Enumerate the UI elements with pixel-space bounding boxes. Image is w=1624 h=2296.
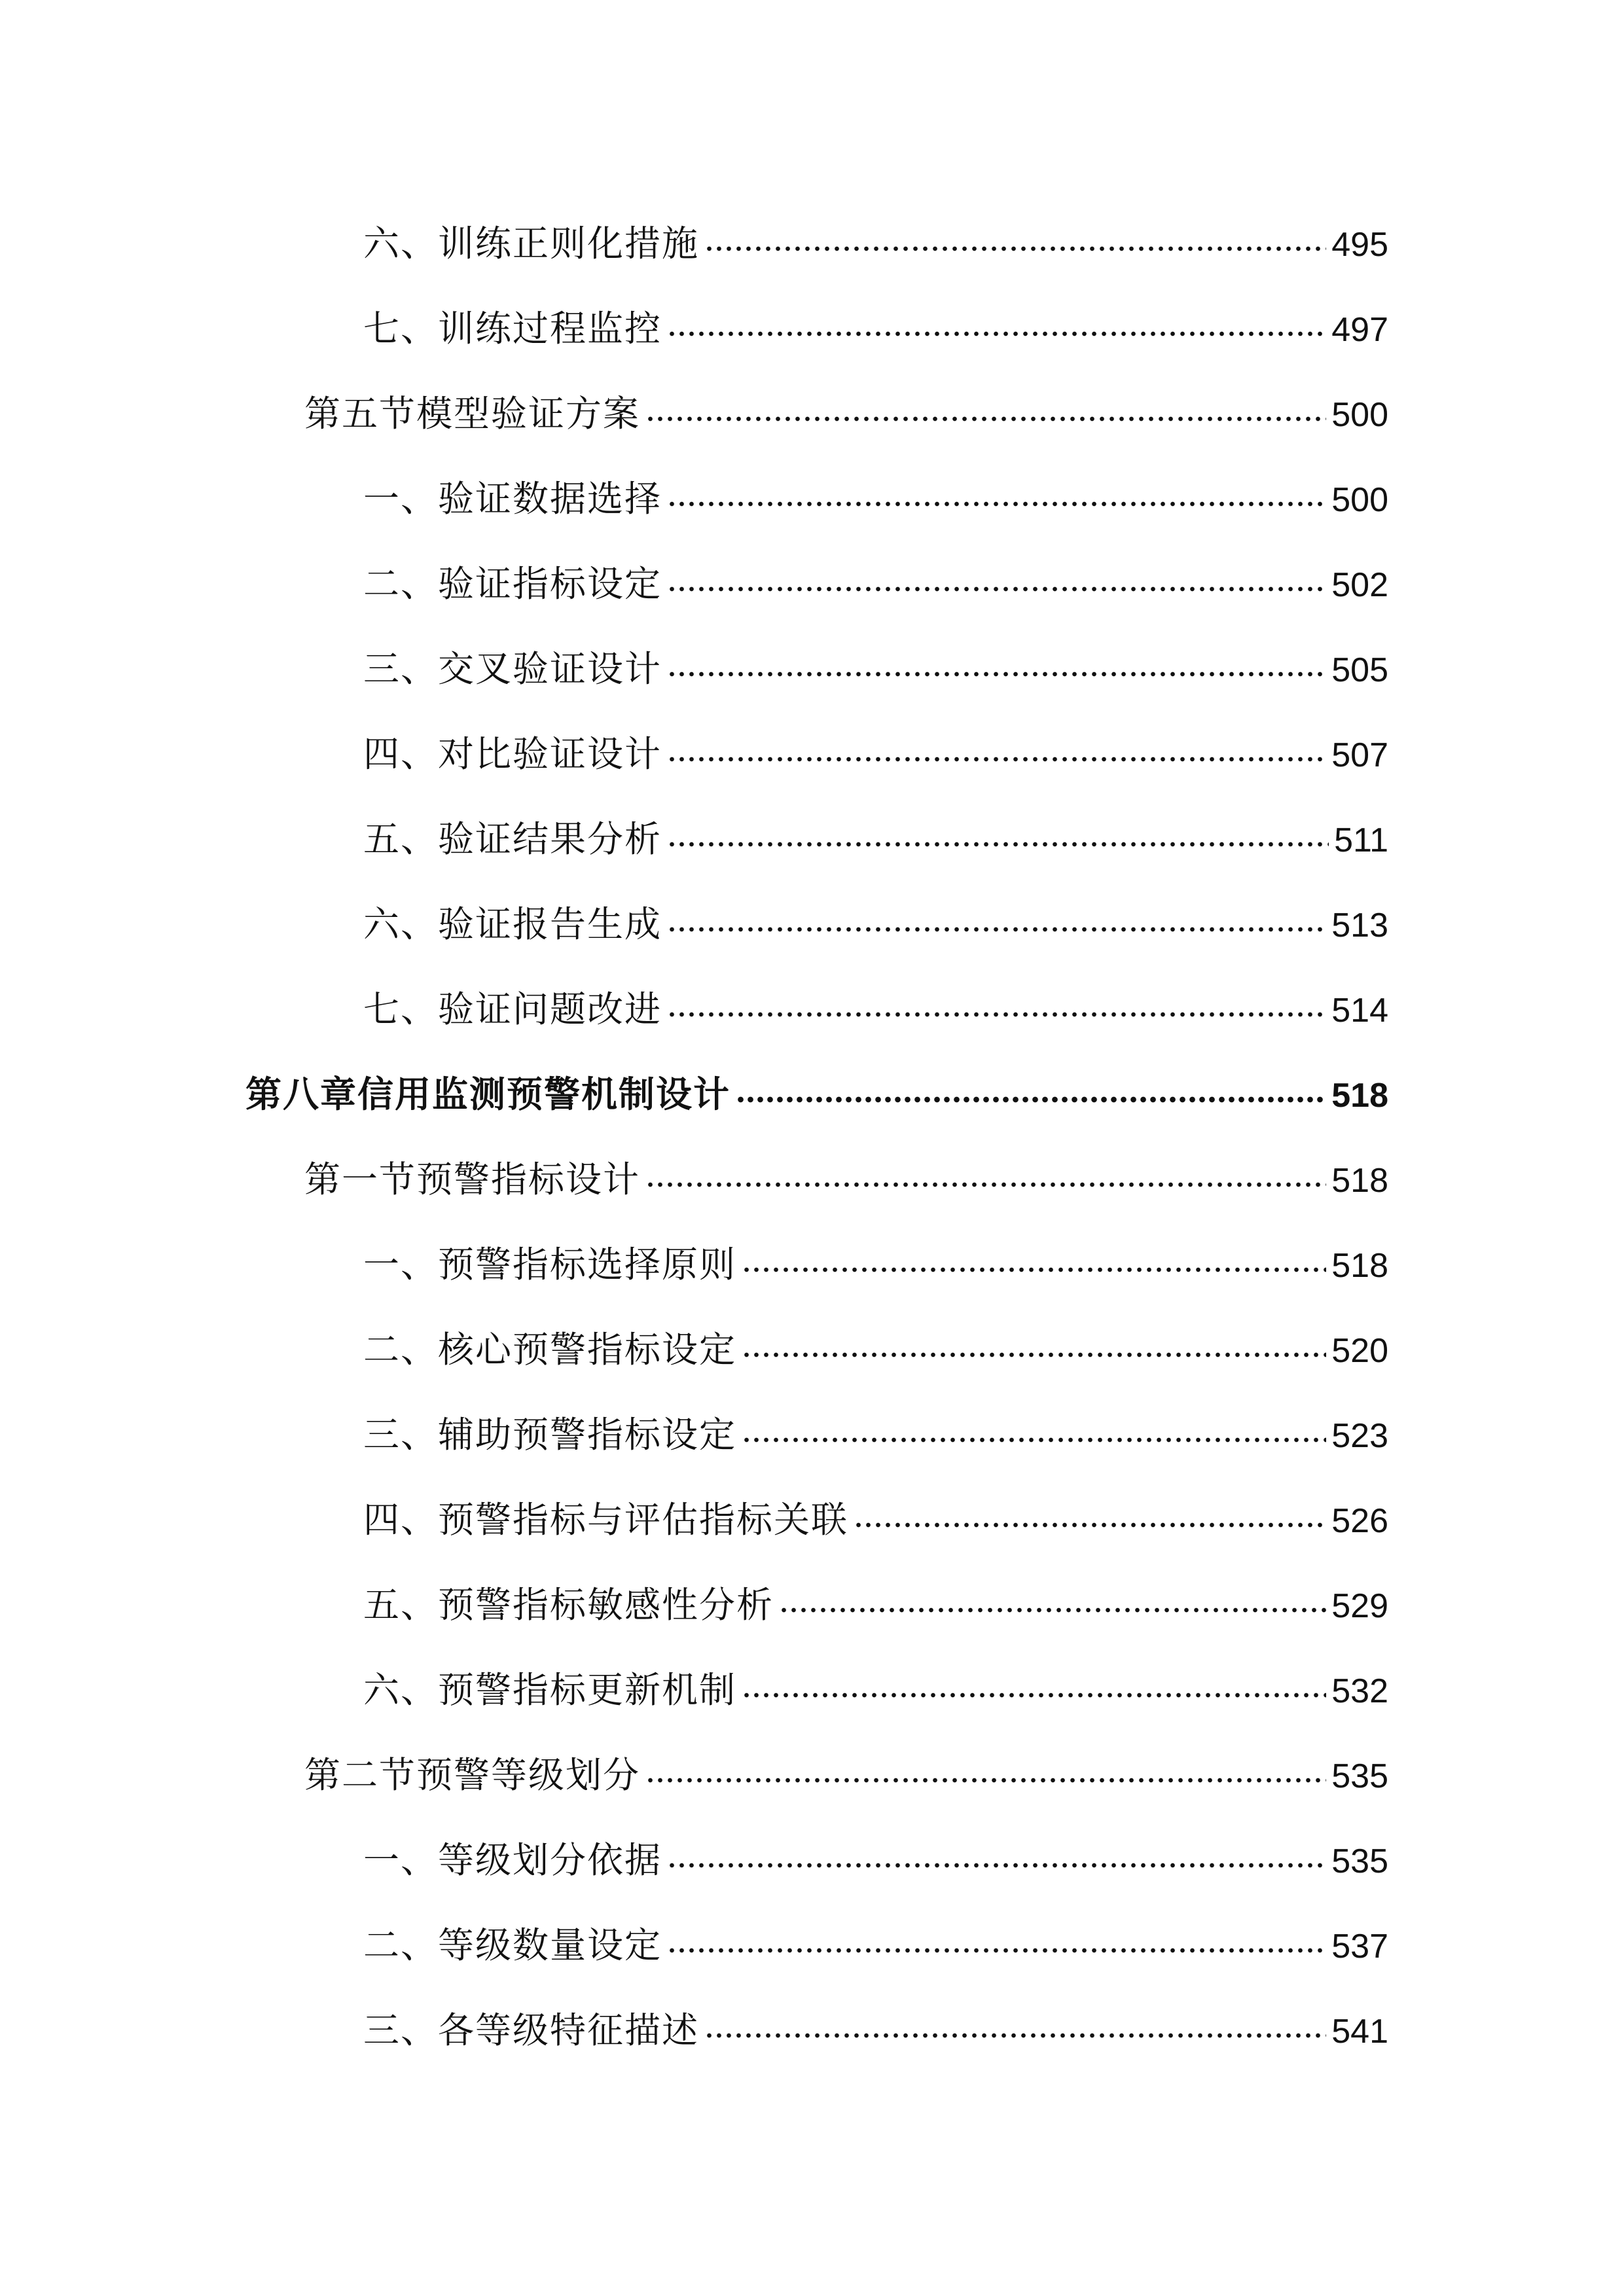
toc-entry-page: 495	[1331, 225, 1388, 264]
toc-entry-title: 三、各等级特征描述	[363, 2009, 700, 2051]
toc-dot-leader	[667, 1010, 1326, 1019]
toc-dot-leader	[667, 755, 1326, 764]
toc-dot-leader	[645, 1776, 1326, 1785]
toc-entry-page: 511	[1334, 821, 1388, 859]
toc-entry-title: 二、验证指标设定	[363, 563, 662, 605]
toc-entry-page: 518	[1331, 1246, 1388, 1285]
toc-entry[interactable]	[363, 638, 1388, 691]
toc-dot-leader	[645, 1180, 1326, 1189]
toc-entry-title: 五、验证结果分析	[363, 818, 662, 860]
toc-entry-title: 一、验证数据选择	[363, 478, 662, 520]
toc-entry-title: 二、核心预警指标设定	[363, 1329, 737, 1371]
toc-entry-chapter[interactable]	[245, 1064, 1388, 1116]
toc-entry-title: 四、预警指标与评估指标关联	[363, 1499, 849, 1541]
toc-dot-leader	[667, 584, 1326, 594]
toc-entry-title: 七、验证问题改进	[363, 988, 662, 1030]
toc-entry-page: 535	[1331, 1842, 1388, 1880]
toc-entry-title: 第八章信用监测预警机制设计	[245, 1073, 731, 1115]
toc-entry-title: 第五节模型验证方案	[304, 393, 641, 435]
toc-entry-title: 二、等级数量设定	[363, 1924, 662, 1966]
toc-entry[interactable]	[363, 553, 1388, 605]
toc-dot-leader	[742, 1350, 1326, 1359]
toc-entry[interactable]	[363, 468, 1388, 520]
toc-entry-page: 518	[1331, 1161, 1388, 1200]
toc-entry-page: 513	[1331, 906, 1388, 944]
toc-entry[interactable]	[363, 1234, 1388, 1286]
toc-entry-title: 第二节预警等级划分	[304, 1754, 641, 1796]
toc-entry-page: 520	[1331, 1331, 1388, 1370]
toc-dot-leader	[854, 1520, 1326, 1530]
toc-entry[interactable]	[363, 2000, 1388, 2052]
toc-entry-page: 529	[1331, 1587, 1388, 1625]
toc-dot-leader	[704, 2031, 1326, 2040]
toc-entry-page: 537	[1331, 1927, 1388, 1965]
toc-entry[interactable]	[304, 383, 1388, 435]
toc-dot-leader	[742, 1265, 1326, 1274]
toc-entry[interactable]	[363, 893, 1388, 946]
toc-dot-leader	[667, 329, 1326, 338]
toc-dot-leader	[667, 840, 1329, 849]
toc-entry-page: 500	[1331, 480, 1388, 519]
toc-entry[interactable]	[363, 298, 1388, 350]
toc-entry[interactable]	[363, 1404, 1388, 1456]
toc-entry[interactable]	[304, 1149, 1388, 1201]
toc-entry-page: 535	[1331, 1757, 1388, 1795]
toc-entry[interactable]	[363, 1489, 1388, 1541]
toc-dot-leader	[704, 244, 1326, 253]
toc-entry-page: 500	[1331, 395, 1388, 434]
toc-entry[interactable]	[363, 1574, 1388, 1626]
toc-entry-title: 五、预警指标敏感性分析	[363, 1584, 774, 1626]
toc-entry-title: 三、交叉验证设计	[363, 648, 662, 690]
toc-dot-leader	[742, 1435, 1326, 1444]
toc-entry-page: 526	[1331, 1501, 1388, 1540]
toc-dot-leader	[667, 1861, 1326, 1870]
toc-entry-page: 514	[1331, 991, 1388, 1030]
toc-entry[interactable]	[363, 1659, 1388, 1712]
toc-entry[interactable]	[363, 978, 1388, 1031]
toc-entry-page: 518	[1331, 1076, 1388, 1115]
toc-entry-title: 六、预警指标更新机制	[363, 1669, 737, 1711]
toc-dot-leader	[667, 1946, 1326, 1955]
toc-entry[interactable]	[363, 808, 1388, 861]
toc-entry[interactable]	[363, 723, 1388, 776]
toc-entry[interactable]	[363, 1914, 1388, 1967]
toc-entry-title: 六、训练正则化措施	[363, 223, 700, 264]
toc-entry-page: 532	[1331, 1672, 1388, 1710]
toc-entry-page: 523	[1331, 1416, 1388, 1455]
toc-entry[interactable]	[363, 1829, 1388, 1882]
toc-dot-leader	[667, 670, 1326, 679]
toc-entry-title: 一、等级划分依据	[363, 1839, 662, 1881]
toc-dot-leader	[667, 499, 1326, 509]
toc-entry-page: 505	[1331, 651, 1388, 689]
toc-entry-title: 三、辅助预警指标设定	[363, 1414, 737, 1456]
toc-entry-title: 第一节预警指标设计	[304, 1158, 641, 1200]
toc-entry-title: 四、对比验证设计	[363, 733, 662, 775]
toc-entry[interactable]	[363, 213, 1388, 265]
toc-entry-title: 一、预警指标选择原则	[363, 1244, 737, 1285]
toc-entry-page: 507	[1331, 736, 1388, 774]
toc-entry[interactable]	[363, 1319, 1388, 1371]
toc-dot-leader	[667, 925, 1326, 934]
toc-entry-title: 七、训练过程监控	[363, 308, 662, 350]
toc-dot-leader	[742, 1691, 1326, 1700]
toc-entry-title: 六、验证报告生成	[363, 903, 662, 945]
toc-dot-leader	[736, 1095, 1326, 1104]
toc-dot-leader	[645, 414, 1326, 423]
toc-entry-page: 502	[1331, 565, 1388, 604]
toc-entry-page: 541	[1331, 2012, 1388, 2051]
toc-entry-page: 497	[1331, 310, 1388, 349]
toc-dot-leader	[779, 1605, 1326, 1615]
toc-entry[interactable]	[304, 1744, 1388, 1797]
